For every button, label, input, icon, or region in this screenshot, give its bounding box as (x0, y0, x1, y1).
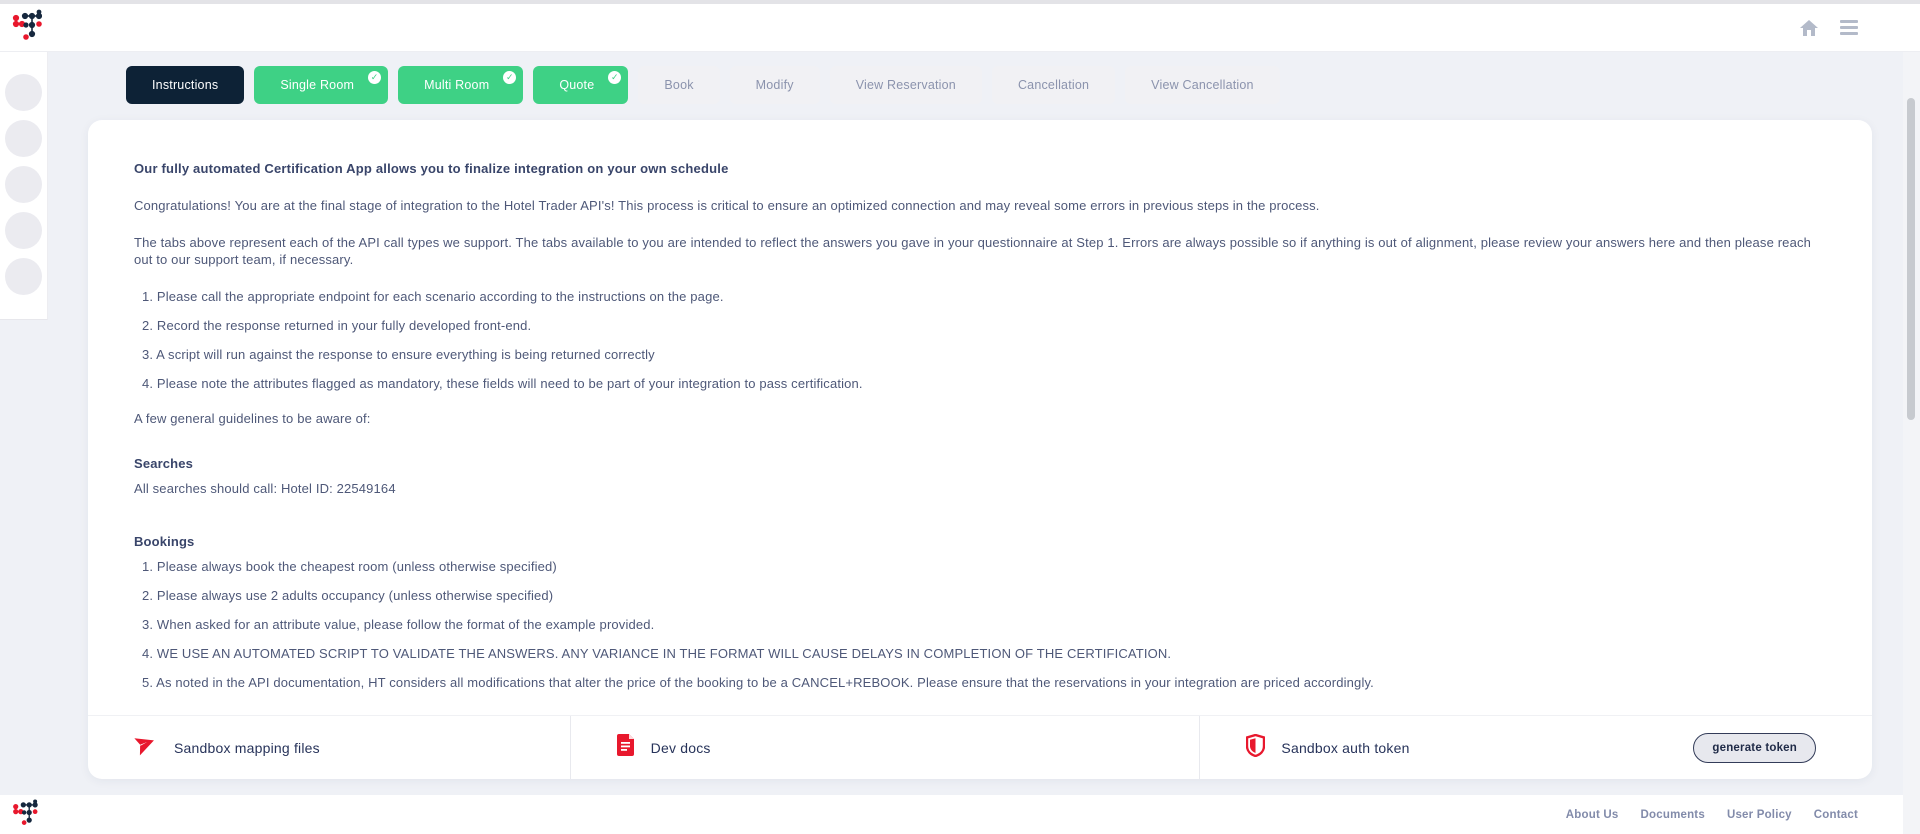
bookings-title: Bookings (134, 534, 195, 549)
searches-title: Searches (134, 456, 194, 471)
card-heading: Our fully automated Certification App allows you to finalize integration on your own schedule (134, 161, 729, 176)
check-badge-icon (608, 71, 621, 84)
app-header (0, 4, 1920, 52)
footer-brand-logo-icon[interactable] (12, 799, 38, 831)
tab-label: View Cancellation (1151, 78, 1254, 92)
tab-cancellation[interactable] (992, 66, 1115, 104)
tab-quote[interactable] (533, 66, 628, 104)
booking-item: 3. When asked for an attribute value, please follow the format of the example provided. (142, 617, 655, 632)
sandbox-auth-token-item (1199, 716, 1872, 779)
tab-label: Modify (755, 78, 794, 92)
tab-modify[interactable] (730, 66, 820, 104)
menu-icon[interactable] (1840, 20, 1858, 35)
page-scrollbar-track[interactable] (1903, 52, 1920, 834)
tab-label: Book (664, 78, 694, 92)
booking-item: 1. Please always book the cheapest room (unless otherwise specified) (142, 559, 557, 574)
resource-label: Sandbox mapping files (174, 739, 320, 756)
left-sidebar (0, 52, 48, 320)
brand-logo-icon[interactable] (12, 9, 42, 46)
page-footer (0, 795, 1920, 834)
check-badge-icon (368, 71, 381, 84)
intro-paragraph: Congratulations! You are at the final stage of integration to the Hotel Trader API's! This process is critical to ensure an optimized connection and may reveal some errors in previous steps in the process. (134, 198, 1320, 213)
tab-label: Cancellation (1017, 78, 1090, 92)
tab-instructions[interactable] (126, 66, 244, 104)
sidebar-item-placeholder[interactable] (5, 74, 42, 111)
page-scrollbar-thumb[interactable] (1907, 98, 1915, 420)
footer-links (1566, 809, 1858, 821)
tab-single-room[interactable] (254, 66, 388, 104)
booking-item: 4. WE USE AN AUTOMATED SCRIPT TO VALIDATE THE ANSWERS. ANY VARIANCE IN THE FORMAT WILL CAUSE DELAYS IN COMPLETION OF THE CERTIFICATION. (142, 646, 1172, 661)
footer-link-about-us[interactable]: About Us (1565, 808, 1619, 821)
sidebar-item-placeholder[interactable] (5, 212, 42, 249)
tab-multi-room[interactable] (398, 66, 523, 104)
sandbox-mapping-files-link[interactable] (88, 716, 570, 779)
paper-plane-icon (134, 733, 158, 762)
step-item: 3. A script will run against the response to ensure everything is being returned correctly (142, 347, 655, 362)
tab-book[interactable] (638, 66, 719, 104)
booking-item: 5. As noted in the API documentation, HT considers all modifications that alter the price of the booking to be a CANCEL+REBOOK. Please ensure that the reservations in your integration are priced accordingly. (142, 675, 1374, 690)
bookings-list (134, 558, 1824, 691)
shield-icon (1246, 734, 1265, 762)
sidebar-item-placeholder[interactable] (5, 166, 42, 203)
main-area (48, 52, 1920, 795)
footer-link-user-policy[interactable]: User Policy (1726, 808, 1792, 821)
intro-paragraph: The tabs above represent each of the API call types we support. The tabs available to you are intended to reflect the answers you gave in your questionnaire at Step 1. Errors are always possible so if anything is out of alignment, please review your answers here and then please reach out to our support team, if necessary. (134, 235, 1811, 267)
sidebar-item-placeholder[interactable] (5, 258, 42, 295)
sidebar-item-placeholder[interactable] (5, 120, 42, 157)
footer-link-documents[interactable]: Documents (1640, 808, 1705, 821)
check-badge-icon (503, 71, 516, 84)
footer-link-contact[interactable]: Contact (1813, 808, 1858, 821)
searches-line: All searches should call: Hotel ID: 22549164 (134, 481, 396, 496)
tab-label: Single Room (280, 78, 355, 92)
resources-row (88, 715, 1872, 779)
step-item: 1. Please call the appropriate endpoint for each scenario according to the instructions on the page. (142, 289, 724, 304)
instructions-card (88, 120, 1872, 779)
resource-label: Dev docs (650, 739, 711, 756)
step-item: 4. Please note the attributes flagged as mandatory, these fields will need to be part of your integration to pass certification. (142, 376, 863, 391)
steps-list (134, 288, 1824, 392)
tab-view-cancellation[interactable] (1125, 66, 1280, 104)
tab-label: View Reservation (855, 78, 956, 92)
tab-label: Multi Room (424, 78, 490, 92)
tab-view-reservation[interactable] (830, 66, 982, 104)
booking-item: 2. Please always use 2 adults occupancy (unless otherwise specified) (142, 588, 554, 603)
home-icon[interactable] (1800, 20, 1818, 36)
dev-docs-link[interactable] (570, 716, 1200, 779)
guidelines-intro: A few general guidelines to be aware of: (134, 411, 371, 426)
document-icon (617, 734, 635, 761)
resource-label: Sandbox auth token (1281, 739, 1410, 756)
generate-token-button[interactable]: generate token (1693, 733, 1816, 763)
tab-bar (126, 66, 1878, 104)
step-item: 2. Record the response returned in your fully developed front-end. (142, 318, 532, 333)
tab-label: Quote (559, 78, 595, 92)
tab-label: Instructions (152, 78, 219, 92)
